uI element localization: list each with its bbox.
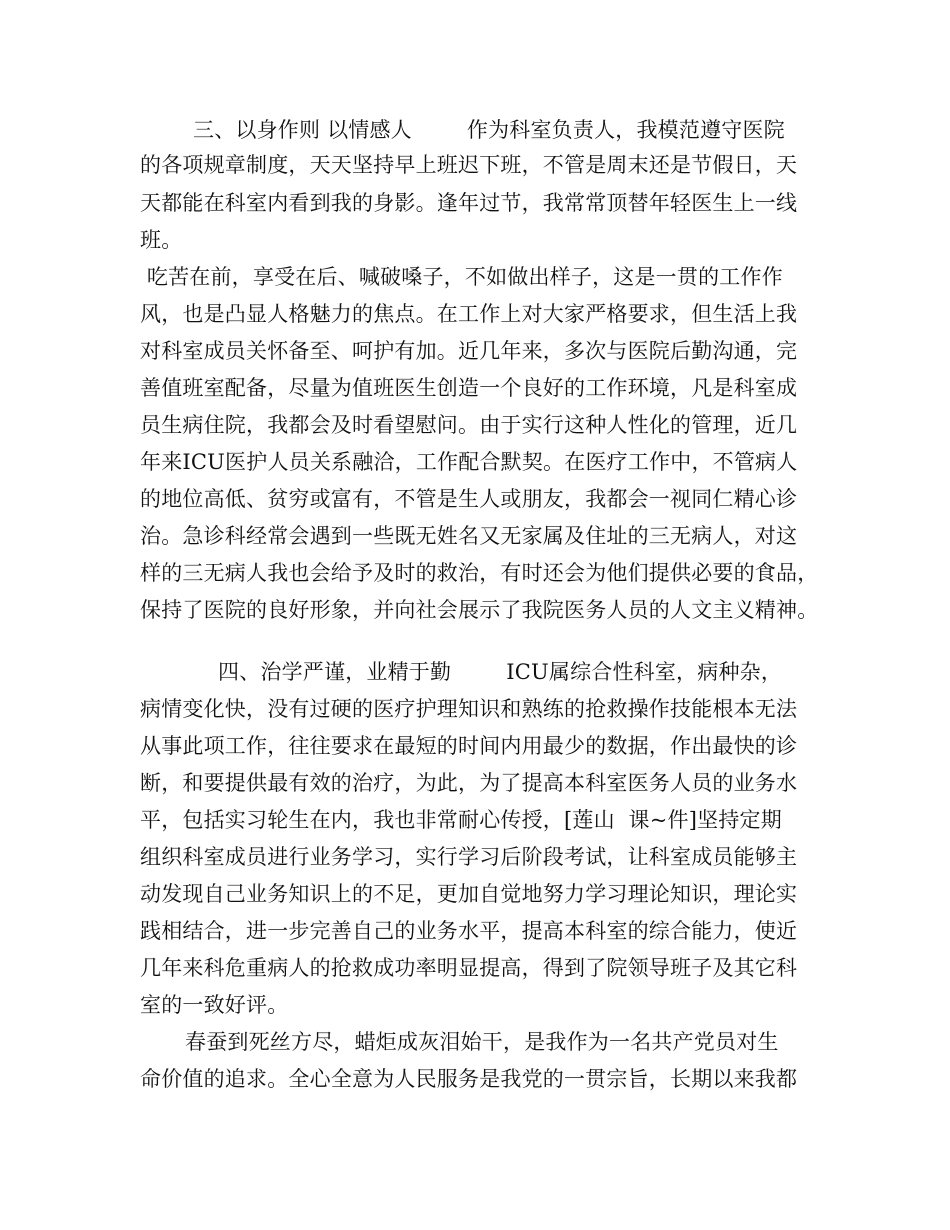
text-line: 室的一致好评。: [140, 993, 289, 1017]
text-line: 年来ICU医护人员关系融洽，工作配合默契。在医疗工作中，不管病人: [140, 450, 798, 474]
text-line: 的各项规章制度，天天坚持早上班迟下班，不管是周末还是节假日，天: [140, 153, 798, 177]
text-line: 保持了医院的良好形象，并向社会展示了我院医务人员的人文主义精神。: [140, 598, 819, 622]
text-line: 员生病住院，我都会及时看望慰问。由于实行这种人性化的管理，近几: [140, 413, 798, 437]
text-line: 组织科室成员进行业务学习，实行学习后阶段考试，让科室成员能够主: [140, 845, 798, 869]
text-line: 动发现自己业务知识上的不足，更加自觉地努力学习理论知识，理论实: [140, 882, 798, 906]
text-line: 吃苦在前，享受在后、喊破嗓子，不如做出样子，这是一贯的工作作: [140, 265, 783, 289]
text-line: 天都能在科室内看到我的身影。逢年过节，我常常顶替年轻医生上一线: [140, 191, 798, 215]
text-line: 命价值的追求。全心全意为人民服务是我党的一贯宗旨，长期以来我都: [140, 1067, 798, 1091]
text-line: 样的三无病人我也会给予及时的救治，有时还会为他们提供必要的食品，: [140, 561, 819, 585]
text-line: 践相结合，进一步完善自己的业务水平，提高本科室的综合能力，使近: [140, 919, 798, 943]
text-line: 断，和要提供最有效的治疗，为此，为了提高本科室医务人员的业务水: [140, 771, 798, 795]
text-line: 善值班室配备，尽量为值班医生创造一个良好的工作环境，凡是科室成: [140, 376, 798, 400]
text-line: 治。急诊科经常会遇到一些既无姓名又无家属及住址的三无病人，对这: [140, 524, 798, 548]
text-line: 班。: [140, 228, 183, 252]
text-line: 三、以身作则 以情感人 作为科室负责人，我模范遵守医院: [193, 118, 785, 142]
text-line: 风，也是凸显人格魅力的焦点。在工作上对大家严格要求，但生活上我: [140, 302, 798, 326]
text-line: 春蚕到死丝方尽，蜡炬成灰泪始干，是我作为一名共产党员对生: [185, 1030, 779, 1054]
text-line: 的地位高低、贫穷或富有，不管是生人或朋友，我都会一视同仁精心诊: [140, 487, 798, 511]
text-line: 从事此项工作，往往要求在最短的时间内用最少的数据，作出最快的诊: [140, 734, 798, 758]
text-line: 病情变化快，没有过硬的医疗护理知识和熟练的抢救操作技能根本无法: [140, 697, 798, 721]
text-line: 四、治学严谨，业精于勤 ICU属综合性科室，病种杂，: [218, 660, 783, 684]
text-line: 几年来科危重病人的抢救成功率明显提高，得到了院领导班子及其它科: [140, 956, 798, 980]
text-line: 平，包括实习轮生在内，我也非常耐心传授，[莲山 课~件]坚持定期: [140, 808, 782, 832]
text-line: 对科室成员关怀备至、呵护有加。近几年来，多次与医院后勤沟通，完: [140, 339, 798, 363]
